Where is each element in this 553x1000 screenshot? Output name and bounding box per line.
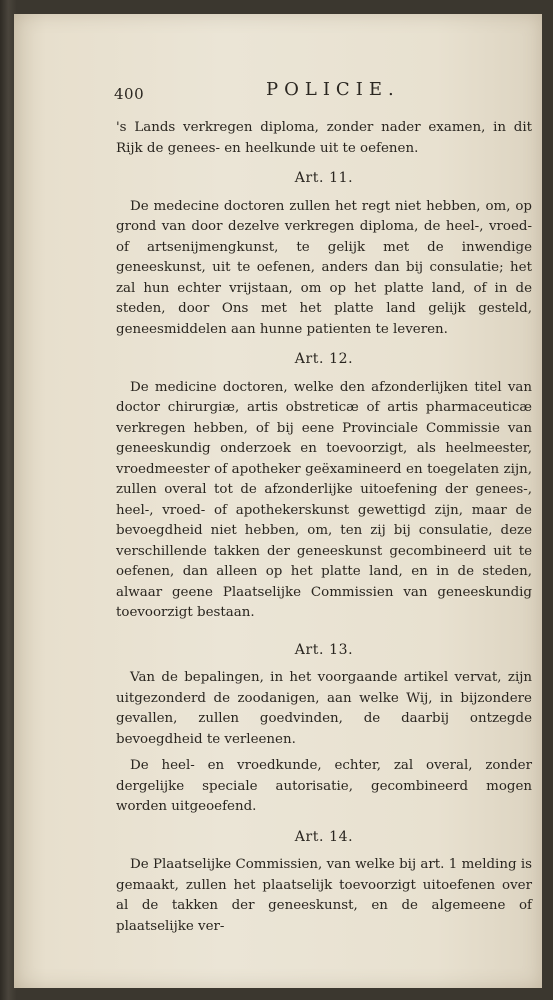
article-heading-13: Art. 13. <box>294 641 354 658</box>
article-heading-14: Art. 14. <box>294 828 354 845</box>
article-heading-12: Art. 12. <box>294 351 354 367</box>
article-13-paragraph-1: Van de bepalingen, in het voorgaande artikel vervat, zijn uitgezonderd de zoodanigen, aan welke Wij, in bijzondere gevallen, zullen goedvinden, de daarbij ontzegde bevoegdheid te verleenen. <box>116 670 532 747</box>
article-12-paragraph: De medicine doctoren, welke den afzonderlijken titel van doctor chirurgiæ, artis obstreticæ of artis pharmaceuticæ verkregen hebben, of bij eene Provinciale Commissie van geneeskundig onderzoek en toevoorzigt, als heelmeester, vroedmeester of apotheker geëxamineerd en toegelaten zijn, zullen overal tot de afzonderlijke uitoefening der genees-, heel-, vroed- of apothekerskunst gewettigd zijn, maar de bevoegdheid niet hebben, om, ten zij bij consulatie, deze verschillende takken der geneeskunst gecombineerd uit te oefenen, dan alleen op het platte land, en in de steden, alwaar geene Plaatselijke Commissien van geneeskundig toevoorzigt bestaan. <box>116 379 532 620</box>
running-title: POLICIE. <box>266 79 400 100</box>
article-13-paragraph-2: De heel- en vroedkunde, echter, zal overal, zonder dergelijke speciale autorisatie, gecombineerd mogen worden uitgeoefend. <box>116 758 532 814</box>
article-14-paragraph: De Plaatselijke Commissien, van welke bij art. 1 melding is gemaakt, zullen het plaatselijk toevoorzigt uitoefenen over al de takken der geneeskunst, en de algemeene of plaatselijke ver- <box>116 857 532 934</box>
page-header <box>114 76 524 106</box>
article-11-paragraph: De medecine doctoren zullen het regt niet hebben, om, op grond van door dezelve verkregen diploma, de heel-, vroed- of artsenijmengkunst, te gelijk met de inwendige geneeskunst, uit te oefenen, anders dan bij consulatie; het zal hun echter vrijstaan, om op het platte land, of in de steden, door Ons met het platte land gelijk gesteld, geneesmiddelen aan hunne patienten te leveren. <box>116 198 532 337</box>
paragraph-continuation: 's Lands verkregen diploma, zonder nader examen, in dit Rijk de genees- en heelkunde uit te oefenen. <box>116 120 532 156</box>
page-body <box>116 118 532 937</box>
article-heading-11: Art. 11. <box>294 170 354 186</box>
page-number: 400 <box>114 85 145 103</box>
